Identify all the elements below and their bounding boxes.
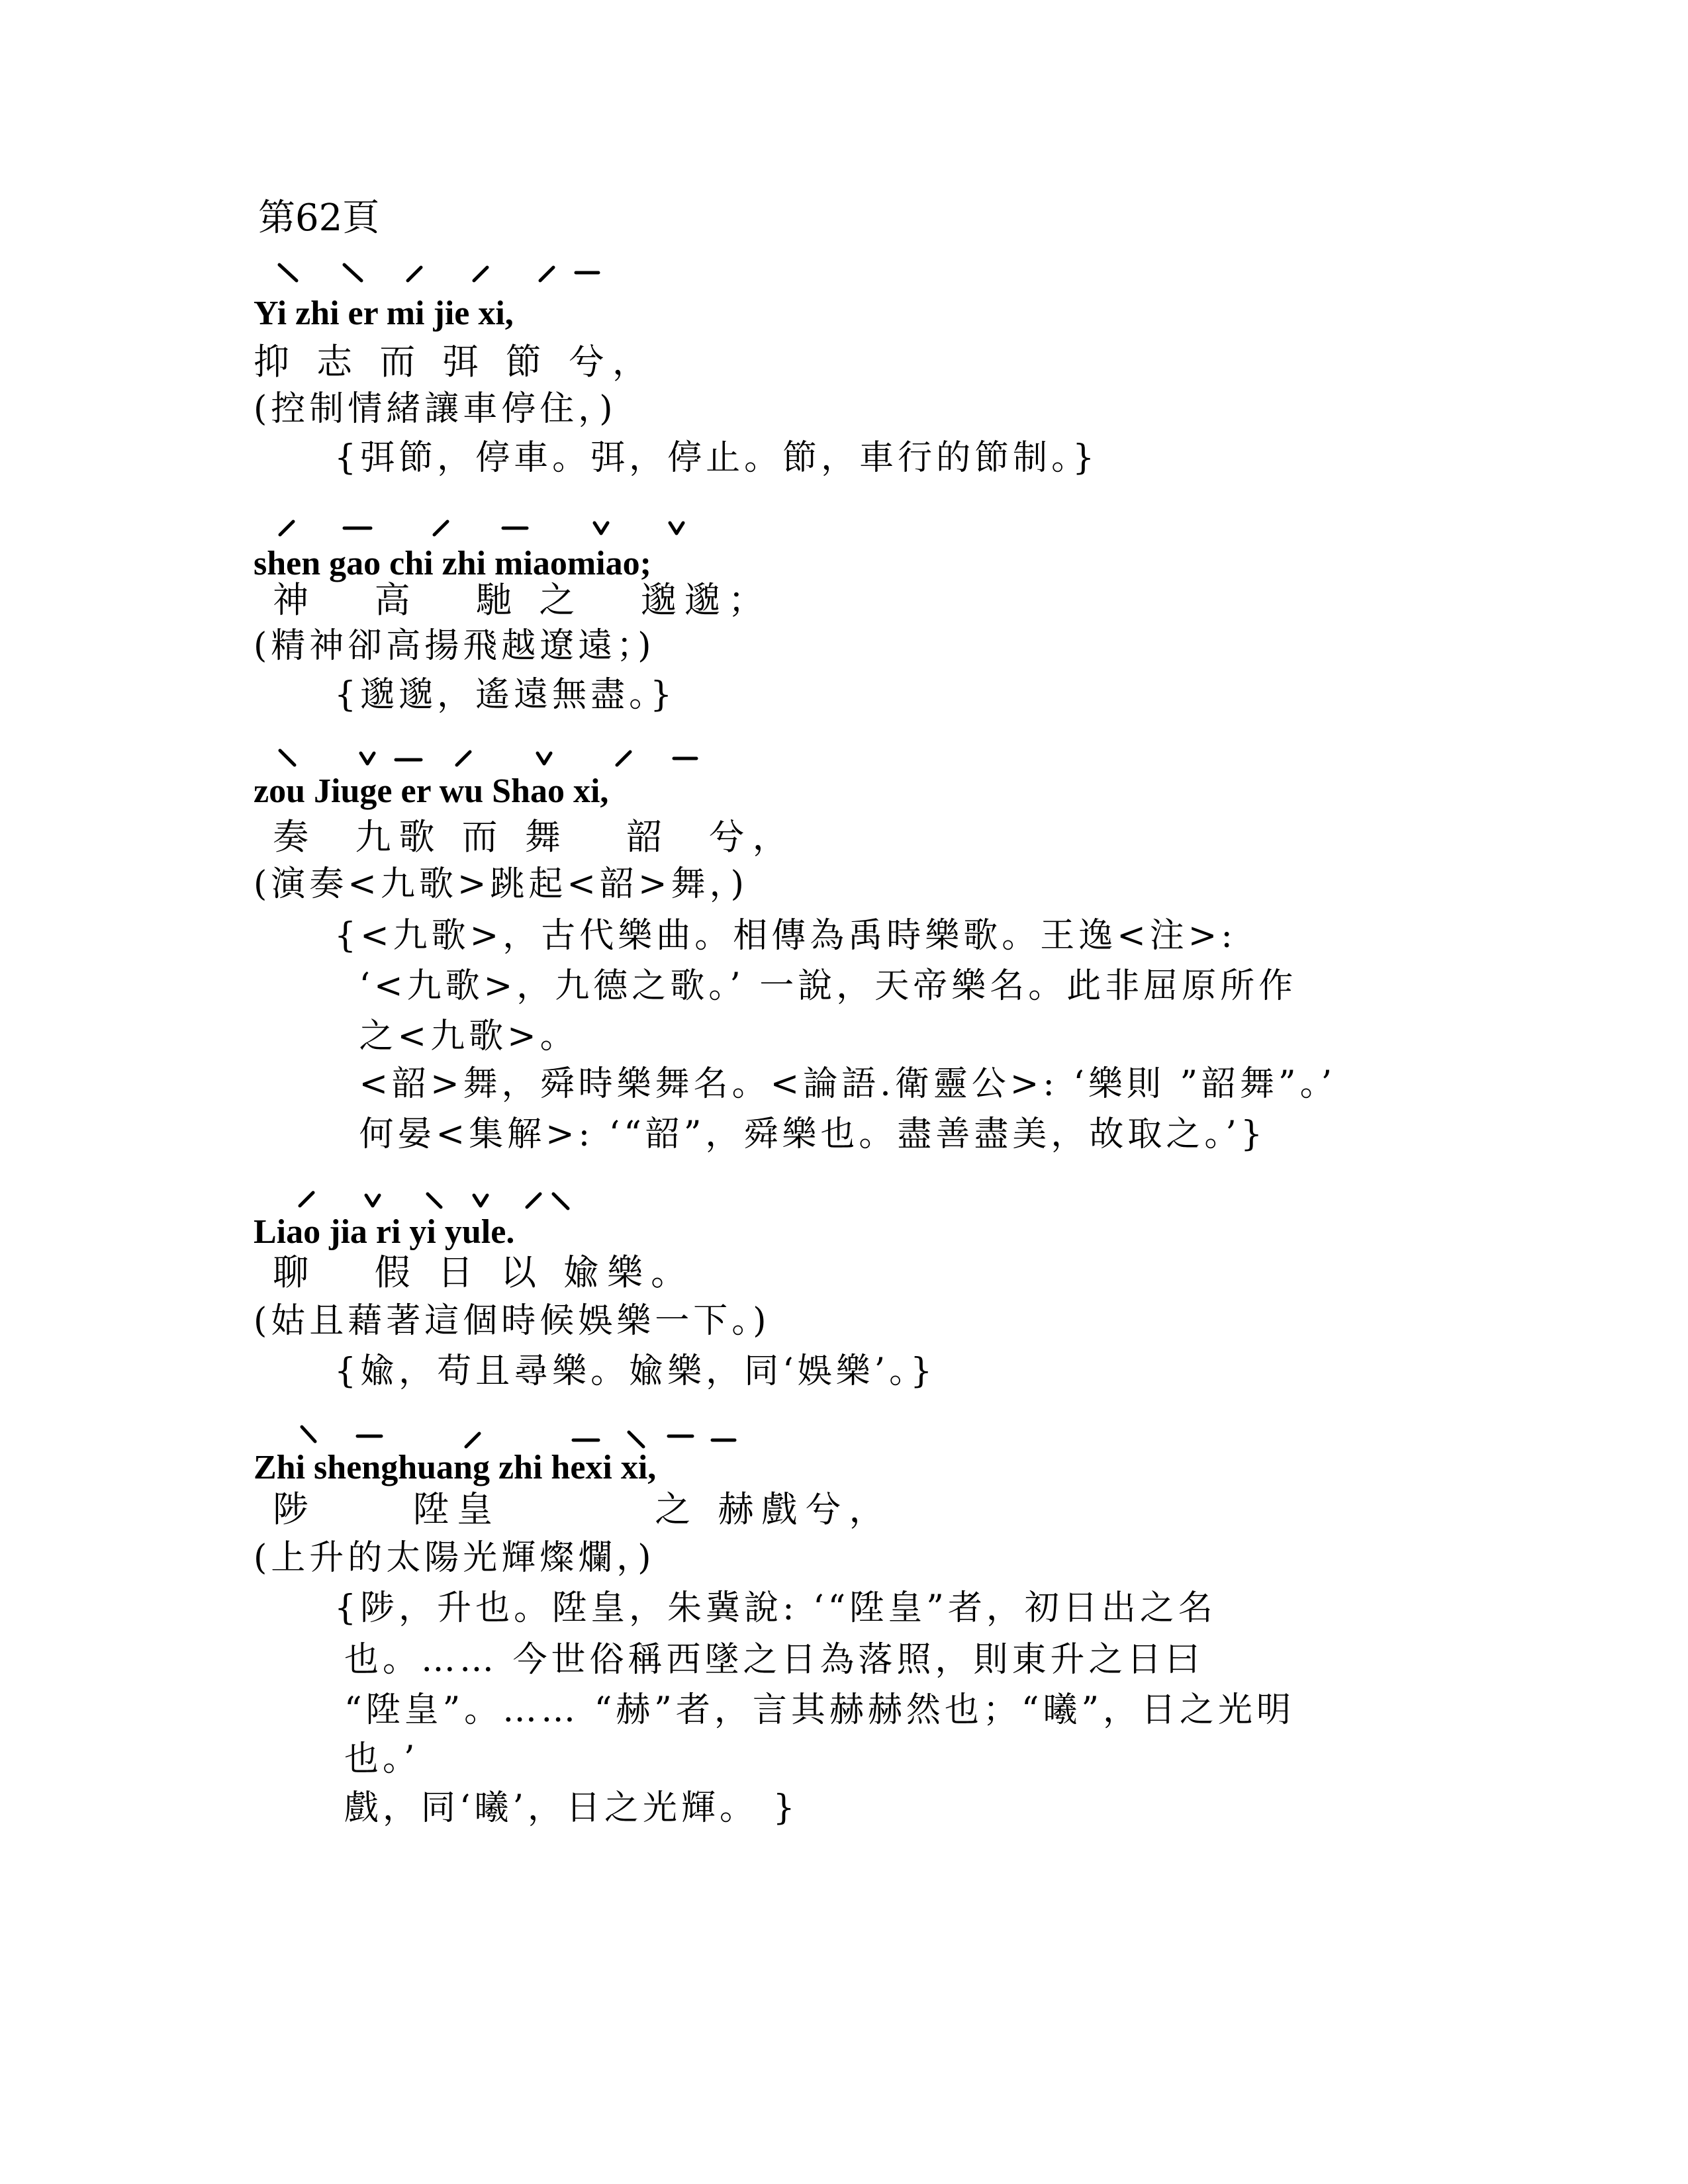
note-line: 也。’ (344, 1739, 419, 1779)
pinyin-line: zou Jiuge er wu Shao xi, (254, 772, 609, 810)
hanzi-line: 神 高 馳 之 邈邈； (254, 579, 772, 621)
hanzi-line: 聊 假 日 以 婾樂。 (254, 1251, 695, 1293)
note-line: ‘<九歌>，九德之歌。’ 一說，天帝樂名。此非屈原所作 (344, 966, 1297, 1006)
hanzi-line: 抑 志 而 弭 節 兮， (254, 341, 656, 383)
note-line: 之<九歌>。 (344, 1017, 579, 1056)
translation-line: (控制情緒讓車停住，) (254, 389, 617, 429)
translation-line: (精神卻高揚飛越遼遠；) (254, 626, 655, 666)
page-number: 第62頁 (258, 197, 380, 240)
hanzi-line: 奏 九歌 而 舞 韶 兮， (254, 816, 796, 858)
note-line: {婾，苟且尋樂。婾樂，同‘娛樂’。} (334, 1351, 937, 1391)
note-line: 何晏<集解>: ‘“韶”，舜樂也。盡善盡美，故取之。’} (344, 1115, 1267, 1154)
translation-line: (姑且藉著這個時候娛樂一下。) (254, 1301, 771, 1341)
translation-line: (上升的太陽光輝燦爛，) (254, 1538, 655, 1578)
note-line: {<九歌>，古代樂曲。相傳為禹時樂歌。王逸<注>: (334, 916, 1237, 956)
note-line: <韶>舞，舜時樂舞名。<論語.衛靈公>: ‘樂則 ”韶舞”。’ (344, 1064, 1336, 1104)
translation-line: (演奏<九歌>跳起<韶>舞，) (254, 864, 748, 904)
note-line: “陞皇”。…… “赫”者，言其赫赫然也；“曦”，日之光明 (344, 1690, 1295, 1730)
note-line: 也。…… 今世俗稱西墜之日為落照，則東升之日曰 (344, 1640, 1204, 1680)
note-line: 戲，同‘曦’，日之光輝。 } (344, 1788, 799, 1828)
pinyin-line: Zhi shenghuang zhi hexi xi, (254, 1449, 657, 1486)
hanzi-line: 陟 陞皇 之 赫戲兮， (254, 1488, 893, 1530)
note-line: {陟，升也。陞皇，朱冀說: ‘“陞皇”者，初日出之名 (334, 1588, 1217, 1628)
pinyin-line: Liao jia ri yi yule. (254, 1213, 515, 1251)
pinyin-line: Yi zhi er mi jie xi, (254, 295, 514, 332)
pinyin-line: shen gao chi zhi miaomiao; (254, 545, 651, 582)
note-line: {弭節，停車。弭，停止。節，車行的節制。} (334, 438, 1099, 478)
note-line: {邈邈，遙遠無盡。} (334, 675, 677, 715)
